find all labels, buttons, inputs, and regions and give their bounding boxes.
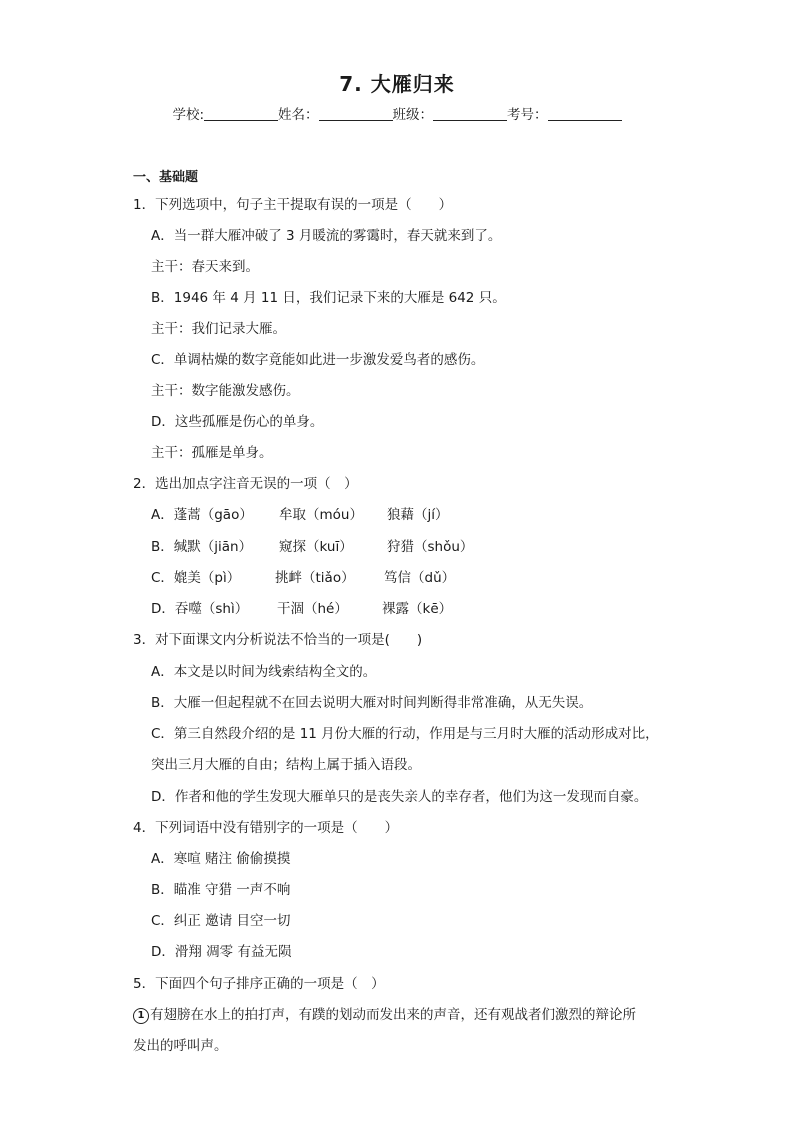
exam-no-blank[interactable] — [548, 106, 622, 121]
student-info-row — [0, 103, 794, 123]
question-1-option-d-main: 主干：孤雁是单身。 — [151, 445, 273, 461]
exam-no-label: 考号： — [507, 107, 548, 123]
option-item: 挑衅（tiǎo） — [275, 570, 355, 586]
question-3-option-c-line-1: C．第三自然段介绍的是 11 月份大雁的行动，作用是与三月时大雁的活动形成对比， — [151, 726, 659, 742]
option-item: 笃信（dǔ） — [384, 570, 456, 586]
option-item: B．缄默（jiān） — [151, 539, 253, 555]
question-1-option-a-main: 主干：春天来到。 — [151, 259, 259, 275]
option-item: C．媲美（pì） — [151, 570, 241, 586]
question-2-option-d — [151, 597, 452, 617]
question-1-option-a: A．当一群大雁冲破了 3 月暖流的雾霭时，春天就来到了。 — [151, 228, 502, 244]
sentence-1-text: 有翅膀在水上的拍打声，有蹼的划动而发出来的声音，还有观战者们激烈的辩论所 — [150, 1007, 636, 1023]
question-3-option-d: D．作者和他的学生发现大雁单只的是丧失亲人的幸存者，他们为这一发现而自豪。 — [151, 789, 648, 805]
option-item: 窥探（kuī） — [279, 539, 353, 555]
option-item: A．蓬蒿（gāo） — [151, 507, 253, 523]
question-5-sentence-1 — [133, 1003, 636, 1024]
question-2-option-b — [151, 535, 473, 555]
section-heading: 一、基础题 — [133, 170, 199, 185]
question-1-option-c: C．单调枯燥的数字竟能如此进一步激发爱鸟者的感伤。 — [151, 352, 485, 368]
question-5-sentence-1-cont: 发出的呼叫声。 — [133, 1038, 228, 1054]
school-blank[interactable] — [204, 106, 278, 121]
name-label: 姓名： — [278, 107, 319, 123]
question-5-stem: 5．下面四个句子排序正确的一项是（ ） — [133, 976, 385, 992]
class-blank[interactable] — [433, 106, 507, 121]
question-2-option-c — [151, 566, 455, 586]
question-2-stem: 2．选出加点字注音无误的一项（ ） — [133, 476, 358, 492]
option-item: 狼藉（jí） — [387, 507, 449, 523]
question-3-option-c-line-2: 突出三月大雁的自由；结构上属于插入语段。 — [151, 757, 421, 773]
option-item: 狩猎（shǒu） — [387, 539, 474, 555]
question-4-stem: 4．下列词语中没有错别字的一项是（ ） — [133, 820, 399, 836]
question-1-option-b-main: 主干：我们记录大雁。 — [151, 321, 286, 337]
question-1-option-d: D．这些孤雁是伤心的单身。 — [151, 414, 324, 430]
question-4-option-a: A．寒喧 赌注 偷偷摸摸 — [151, 851, 291, 867]
name-blank[interactable] — [319, 106, 393, 121]
page-title: 7. 大雁归来 — [339, 72, 455, 96]
question-4-option-c: C．纠正 邀请 目空一切 — [151, 913, 291, 929]
school-label: 学校: — [172, 107, 205, 123]
question-4-option-b: B．瞄准 守猎 一声不响 — [151, 882, 291, 898]
question-1-option-b: B．1946 年 4 月 11 日，我们记录下来的大雁是 642 只。 — [151, 290, 506, 306]
question-4-option-d: D．滑翔 凋零 有益无陨 — [151, 944, 292, 960]
option-item: D．吞噬（shì） — [151, 601, 249, 617]
option-item: 干涸（hé） — [277, 601, 348, 617]
class-label: 班级： — [392, 107, 434, 123]
question-1-stem: 1．下列选项中，句子主干提取有误的一项是（ ） — [133, 197, 453, 213]
circled-number-marker: 1 — [133, 1008, 149, 1024]
question-1-option-c-main: 主干：数字能激发感伤。 — [151, 383, 300, 399]
question-3-option-a: A．本文是以时间为线索结构全文的。 — [151, 664, 377, 680]
question-3-option-b: B．大雁一但起程就不在回去说明大雁对时间判断得非常准确，从无失误。 — [151, 695, 593, 711]
question-3-stem: 3．对下面课文内分析说法不恰当的一项是( ) — [133, 632, 423, 648]
option-item: 裸露（kē） — [382, 601, 453, 617]
option-item: 牟取（móu） — [279, 507, 363, 523]
question-2-option-a — [151, 503, 449, 523]
